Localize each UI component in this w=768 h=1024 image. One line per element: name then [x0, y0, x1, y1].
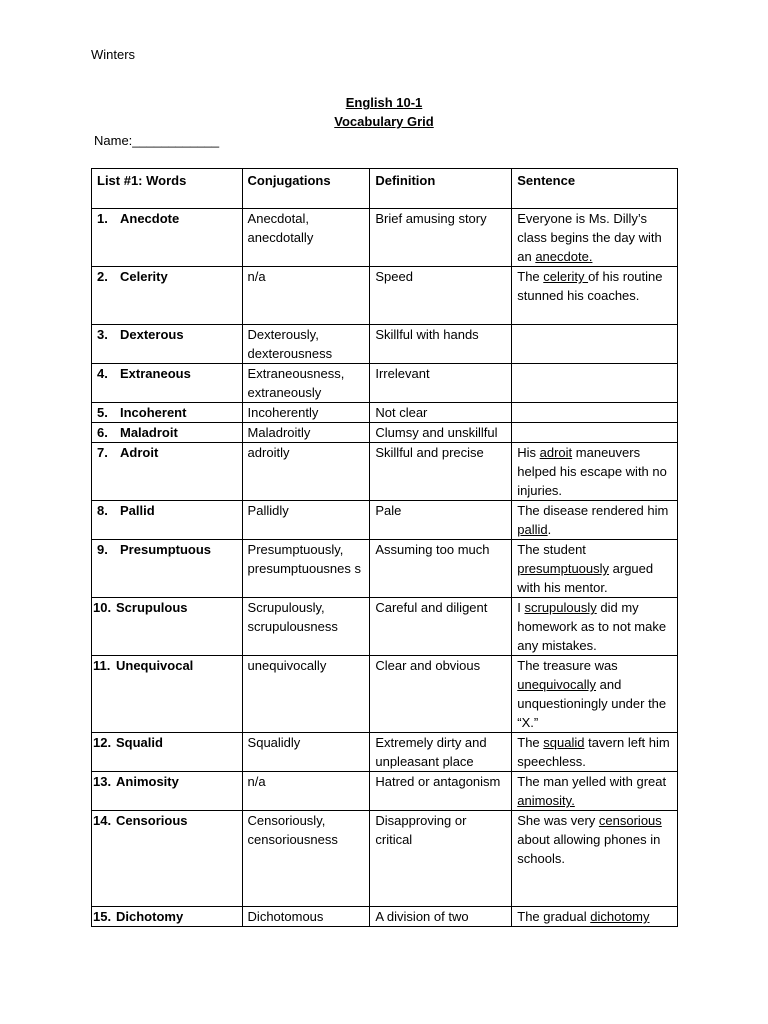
definition-cell: Skillful and precise: [370, 443, 512, 501]
vocab-word: [92, 772, 243, 811]
sentence-text: His: [517, 445, 540, 460]
vocab-word: [92, 403, 243, 423]
definition-cell: Assuming too much: [370, 540, 512, 598]
word-text: Extraneous: [120, 366, 191, 381]
word-number: 13.: [93, 774, 112, 789]
vocab-word: [92, 325, 243, 364]
table-row: [92, 209, 678, 267]
word-number: 15.: [93, 909, 112, 924]
sentence-text: The gradual: [517, 909, 591, 924]
definition-cell: Skillful with hands: [370, 325, 512, 364]
vocab-word: [92, 540, 243, 598]
word-number: 3.: [97, 327, 108, 342]
word-number: 9.: [97, 542, 108, 557]
sentence-cell: [512, 733, 678, 772]
sentence-text: The man yelled with great: [517, 774, 667, 789]
conjugations-cell: Anecdotal, anecdotally: [242, 209, 370, 267]
word-number: 6.: [97, 425, 108, 440]
vocabulary-table: [91, 168, 678, 927]
conjugations-cell: Dexterously, dexterousness: [242, 325, 370, 364]
table-row: [92, 403, 678, 423]
word-number: 1.: [97, 211, 108, 226]
sentence-text: about allowing phones in schools.: [517, 832, 661, 866]
underlined-vocab-word: adroit: [539, 445, 573, 460]
definition-cell: Not clear: [370, 403, 512, 423]
conjugations-cell: Extraneousness, extraneously: [242, 364, 370, 403]
sentence-cell: [512, 443, 678, 501]
word-number: 7.: [97, 445, 108, 460]
conjugations-cell: Maladroitly: [242, 423, 370, 443]
vocab-word: [92, 811, 243, 907]
sentence-cell: [512, 540, 678, 598]
table-row: [92, 501, 678, 540]
underlined-vocab-word: censorious: [598, 813, 662, 828]
underlined-vocab-word: celerity: [543, 269, 589, 284]
sentence-text: maneuvers helped his escape with no injuries.: [517, 445, 667, 498]
word-text: Squalid: [116, 735, 163, 750]
word-number: 5.: [97, 405, 108, 420]
underlined-vocab-word: anecdote.: [535, 249, 593, 264]
sentence-cell: [512, 501, 678, 540]
word-text: Incoherent: [120, 405, 187, 420]
definition-cell: Pale: [370, 501, 512, 540]
sentence-text: tavern left him speechless.: [517, 735, 670, 769]
table-row: [92, 540, 678, 598]
definition-cell: Irrelevant: [370, 364, 512, 403]
sentence-text: did my homework as to not make any mistakes.: [517, 600, 667, 653]
sentence-cell: [512, 364, 678, 403]
conjugations-cell: Pallidly: [242, 501, 370, 540]
sentence-text: I: [517, 600, 525, 615]
conjugations-cell: unequivocally: [242, 656, 370, 733]
column-header-conjugations: Conjugations: [242, 169, 370, 209]
word-number: 4.: [97, 366, 108, 381]
vocab-word: [92, 907, 243, 927]
underlined-vocab-word: pallid: [517, 522, 548, 537]
sentence-cell: [512, 907, 678, 927]
table-row: [92, 443, 678, 501]
word-text: Scrupulous: [116, 600, 188, 615]
table-row: [92, 907, 678, 927]
word-number: 14.: [93, 813, 112, 828]
conjugations-cell: Dichotomous: [242, 907, 370, 927]
header-author: Winters: [91, 47, 136, 62]
sentence-cell: [512, 209, 678, 267]
sentence-cell: [512, 423, 678, 443]
sentence-cell: [512, 403, 678, 423]
definition-cell: Speed: [370, 267, 512, 325]
table-row: [92, 325, 678, 364]
word-number: 8.: [97, 503, 108, 518]
underlined-vocab-word: scrupulously: [524, 600, 597, 615]
sentence-text: Everyone is Ms. Dilly’s class begins the day with an: [517, 211, 662, 264]
definition-cell: Extremely dirty and unpleasant place: [370, 733, 512, 772]
word-text: Anecdote: [120, 211, 180, 226]
column-header-sentence: Sentence: [512, 169, 678, 209]
sentence-text: argued with his mentor.: [517, 561, 654, 595]
definition-cell: Hatred or antagonism: [370, 772, 512, 811]
vocab-word: [92, 423, 243, 443]
word-text: Pallid: [120, 503, 155, 518]
conjugations-cell: Scrupulously, scrupulousness: [242, 598, 370, 656]
sentence-text: of his routine stunned his coaches.: [517, 269, 663, 303]
table-row: [92, 733, 678, 772]
sentence-text: The student: [517, 542, 586, 557]
conjugations-cell: n/a: [242, 267, 370, 325]
vocab-word: [92, 656, 243, 733]
table-row: [92, 598, 678, 656]
word-text: Maladroit: [120, 425, 178, 440]
name-field: Name:____________: [94, 133, 220, 148]
sentence-cell: [512, 325, 678, 364]
table-header-row: [92, 169, 678, 209]
sentence-cell: [512, 772, 678, 811]
sentence-cell: [512, 811, 678, 907]
word-number: 11.: [93, 658, 111, 673]
conjugations-cell: Incoherently: [242, 403, 370, 423]
word-text: Animosity: [116, 774, 179, 789]
vocab-word: [92, 209, 243, 267]
word-text: Adroit: [120, 445, 159, 460]
conjugations-cell: adroitly: [242, 443, 370, 501]
column-header-words: List #1: Words: [92, 169, 243, 209]
word-text: Censorious: [116, 813, 188, 828]
table-row: [92, 811, 678, 907]
definition-cell: Careful and diligent: [370, 598, 512, 656]
sentence-cell: [512, 267, 678, 325]
sentence-text: The: [517, 735, 544, 750]
sentence-text: The disease rendered him: [517, 503, 669, 518]
column-header-definition: Definition: [370, 169, 512, 209]
sentence-text: and unquestioningly under the “X.”: [517, 677, 667, 730]
word-number: 2.: [97, 269, 108, 284]
table-row: [92, 364, 678, 403]
vocab-word: [92, 364, 243, 403]
definition-cell: Disapproving or critical: [370, 811, 512, 907]
definition-cell: Clear and obvious: [370, 656, 512, 733]
conjugations-cell: n/a: [242, 772, 370, 811]
sentence-cell: [512, 598, 678, 656]
underlined-vocab-word: presumptuously: [517, 561, 610, 576]
definition-cell: Clumsy and unskillful: [370, 423, 512, 443]
word-text: Celerity: [120, 269, 168, 284]
underlined-vocab-word: animosity.: [517, 793, 575, 808]
sentence-text: She was very: [517, 813, 599, 828]
word-text: Presumptuous: [120, 542, 212, 557]
sentence-text: The: [517, 269, 544, 284]
vocab-word: [92, 598, 243, 656]
vocab-word: [92, 267, 243, 325]
definition-cell: Brief amusing story: [370, 209, 512, 267]
document-title: Vocabulary Grid: [334, 114, 434, 129]
sentence-text: The treasure was: [517, 658, 618, 673]
word-text: Dichotomy: [116, 909, 184, 924]
conjugations-cell: Censoriously, censoriousness: [242, 811, 370, 907]
underlined-vocab-word: dichotomy: [590, 909, 650, 924]
underlined-vocab-word: unequivocally: [517, 677, 597, 692]
conjugations-cell: Presumptuously, presumptuousnes s: [242, 540, 370, 598]
vocab-word: [92, 501, 243, 540]
table-row: [92, 423, 678, 443]
definition-cell: A division of two: [370, 907, 512, 927]
vocab-word: [92, 733, 243, 772]
table-row: [92, 656, 678, 733]
conjugations-cell: Squalidly: [242, 733, 370, 772]
underlined-vocab-word: squalid: [543, 735, 585, 750]
sentence-cell: [512, 656, 678, 733]
sentence-text: .: [547, 522, 552, 537]
vocab-word: [92, 443, 243, 501]
table-row: [92, 267, 678, 325]
course-title: English 10-1: [345, 95, 423, 110]
word-number: 12.: [93, 735, 112, 750]
word-text: Dexterous: [120, 327, 184, 342]
table-row: [92, 772, 678, 811]
word-text: Unequivocal: [116, 658, 194, 673]
word-number: 10.: [93, 600, 112, 615]
